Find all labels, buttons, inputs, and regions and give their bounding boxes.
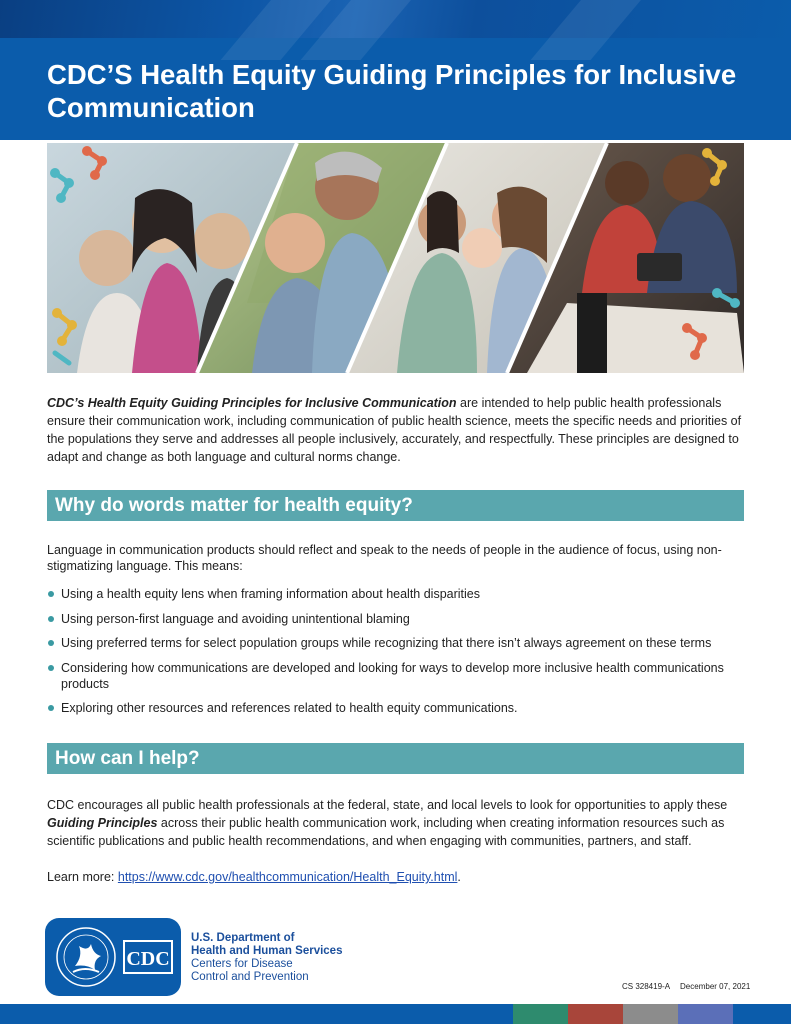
page-title: CDC’S Health Equity Guiding Principles for Inclusive Communication	[47, 59, 737, 123]
section1-lead: Language in communication products should reflect and speak to the needs of people in the audience of focus, using non-stigmatizing language. This means:	[47, 543, 722, 573]
photo-collage-image	[47, 143, 744, 373]
bottom-bar-segment	[0, 1004, 513, 1024]
list-item	[47, 611, 747, 627]
bottom-color-bar	[0, 1004, 791, 1024]
header-top-band	[0, 0, 791, 38]
bullet-dot-icon	[48, 705, 54, 711]
list-item-text: Using preferred terms for select population groups while recognizing that there isn’t always agreement on these terms	[61, 636, 712, 650]
intro-paragraph	[47, 394, 747, 466]
list-item	[47, 700, 747, 716]
agency-line: U.S. Department of	[191, 932, 295, 944]
section2-text-after: across their public health communication work, including when creating information resources such as scientific publications and public health recommendations, and when engaging with communities, partners, and staff.	[47, 816, 725, 848]
list-item	[47, 635, 747, 651]
bottom-bar-segment	[733, 1004, 791, 1024]
hhs-cdc-logo-badge	[45, 918, 181, 996]
list-item-text: Considering how communications are developed and looking for ways to develop more inclusive health communications products	[61, 660, 724, 691]
bottom-bar-segment	[568, 1004, 623, 1024]
bottom-bar-segment	[678, 1004, 733, 1024]
bullet-dot-icon	[48, 640, 54, 646]
learn-more-link[interactable]: https://www.cdc.gov/healthcommunication/Health_Equity.html	[117, 870, 458, 884]
cdc-logo-icon	[122, 939, 174, 975]
intro-text: are intended to help public health professionals ensure their communication work, including communication of public health science, meets the specific needs and priorities of the populations they serve and addresses all people inclusively, accurately, and respectfully. These principles are designed to adapt and change as both language and cultural norms change.	[47, 396, 742, 464]
section1-bullet-list	[47, 586, 747, 725]
bullet-dot-icon	[48, 665, 54, 671]
intro-emphasis: CDC’s Health Equity Guiding Principles for Inclusive Communication	[47, 396, 457, 410]
header-streak	[531, 0, 650, 60]
list-item-text: Exploring other resources and references related to health equity communications.	[61, 701, 518, 715]
agency-line: Health and Human Services	[191, 945, 343, 957]
agency-name	[191, 932, 391, 984]
list-item	[47, 586, 747, 602]
photo-collage	[47, 143, 744, 373]
section-heading-why-words-matter: Why do words matter for health equity?	[47, 490, 744, 521]
publication-number: CS 328419-A	[622, 982, 671, 991]
agency-line: Control and Prevention	[191, 971, 309, 983]
publication-info	[622, 982, 760, 991]
header-banner	[0, 0, 791, 140]
publication-date: December 07, 2021	[680, 982, 751, 991]
list-item-text: Using a health equity lens when framing information about health disparities	[61, 587, 480, 601]
section-heading-how-can-i-help: How can I help?	[47, 743, 744, 774]
bullet-dot-icon	[48, 591, 54, 597]
hhs-seal-icon	[55, 926, 117, 988]
agency-line: Centers for Disease	[191, 958, 293, 970]
learn-more-end: .	[457, 870, 461, 884]
list-item-text: Using person-first language and avoiding unintentional blaming	[61, 611, 410, 626]
learn-more-label: Learn more:	[47, 870, 118, 884]
section2-emphasis: Guiding Principles	[47, 816, 158, 830]
cdc-logo-text: CDC	[126, 948, 170, 970]
list-item	[47, 660, 747, 692]
learn-more-line	[47, 868, 747, 886]
section2-paragraph	[47, 796, 767, 850]
bottom-bar-segment	[513, 1004, 568, 1024]
section2-text-before: CDC encourages all public health professionals at the federal, state, and local levels to look for opportunities to apply these	[47, 798, 728, 812]
bullet-dot-icon	[48, 616, 54, 622]
bottom-bar-segment	[623, 1004, 678, 1024]
